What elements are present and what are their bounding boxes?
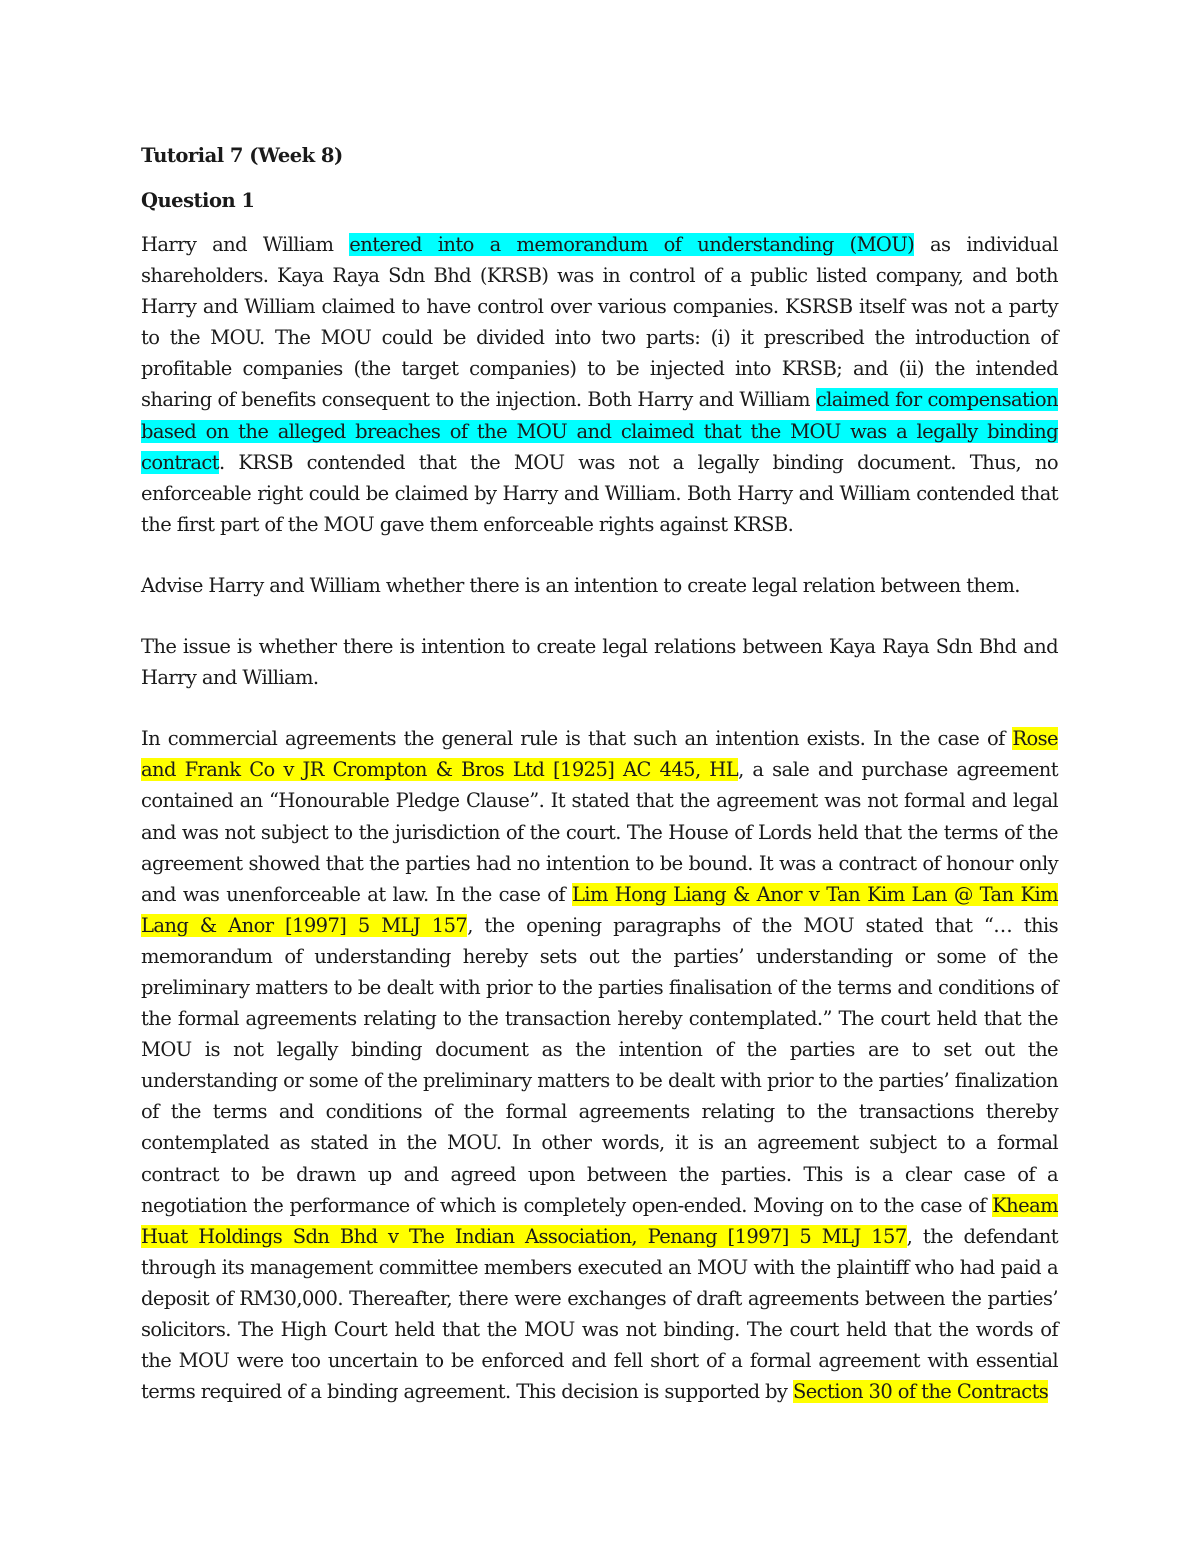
case-citation-highlight: Rose and Frank Co v JR Crompton & Bros Ltd [1925] AC 445, HL	[141, 727, 1058, 782]
instruction-paragraph: Advise Harry and William whether there is an intention to create legal relation between them.	[141, 573, 1020, 597]
cyan-highlight: claimed for compensation based on the alleged breaches of the MOU and claimed that the MOU was a legally binding contract	[141, 388, 1058, 474]
text-run: , the opening paragraphs of the MOU stated that “… this memorandum of understanding hereby sets out the parties’ understanding or some of the preliminary matters to be dealt with prior to the parties finalisation of the terms and conditions of the formal agreements relating to the transaction hereby contemplated.” The court held that the MOU is not legally binding document as the intention of the parties are to set out the understanding or some of the preliminary matters to be dealt with prior to the parties’ finalization of the terms and conditions of the formal agreements relating to the transactions thereby contemplated as stated in the MOU. In other words, it is an agreement subject to a formal contract to be drawn up and agreed upon between the parties. This is a clear case of a negotiation the performance of which is completely open-ended. Moving on to the case of	[141, 913, 1058, 1217]
cyan-highlight: entered into a memorandum of understanding (MOU)	[349, 233, 915, 256]
case-citation-highlight: Kheam Huat Holdings Sdn Bhd v The Indian Association, Penang [1997] 5 MLJ 157	[141, 1193, 1058, 1248]
statute-citation-highlight: Section 30 of the Contracts	[792, 1380, 1049, 1404]
question-paragraph	[141, 229, 1058, 540]
analysis-paragraph	[141, 723, 1058, 1407]
text-run: , a sale and purchase agreement contained an “Honourable Pledge Clause”. It stated that the agreement was not formal and legal and was not subject to the jurisdiction of the court. The House of Lords held that the terms of the agreement showed that the parties had no intention to be bound. It was a contract of honour only and was unenforceable at law. In the case of	[141, 758, 1058, 906]
text-run: Harry and William	[141, 233, 350, 256]
issue-paragraph: The issue is whether there is intention to create legal relations between Kaya Raya Sdn Bhd and Harry and William.	[141, 635, 1058, 690]
document-body	[141, 140, 1058, 1407]
text-run: In commercial agreements the general rule is that such an intention exists. In the case of	[141, 727, 1013, 751]
question-heading: Question 1	[141, 189, 255, 212]
text-run: as individual shareholders. Kaya Raya Sdn Bhd (KRSB) was in control of a public listed company, and both Harry and William claimed to have control over various companies. KSRSB itself was not a party to the MOU. The MOU could be divided into two parts: (i) it prescribed the introduction of profitable companies (the target companies) to be injected into KRSB; and (ii) the intended sharing of benefits consequent to the injection. Both Harry and William	[141, 233, 1058, 412]
text-run: , the defendant through its management committee members executed an MOU with the plaintiff who had paid a deposit of RM30,000. Thereafter, there were exchanges of draft agreements between the parties’ solicitors. The High Court held that the MOU was not binding. The court held that the words of the MOU were too uncertain to be enforced and fell short of a formal agreement with essential terms required of a binding agreement. This decision is supported by	[141, 1224, 1058, 1404]
text-run: . KRSB contended that the MOU was not a legally binding document. Thus, no enforceable right could be claimed by Harry and William. Both Harry and William contended that the first part of the MOU gave them enforceable rights against KRSB.	[141, 450, 1058, 536]
document-title: Tutorial 7 (Week 8)	[141, 144, 343, 167]
case-citation-highlight: Lim Hong Liang & Anor v Tan Kim Lan @ Tan Kim Lang & Anor [1997] 5 MLJ 157	[141, 882, 1058, 937]
